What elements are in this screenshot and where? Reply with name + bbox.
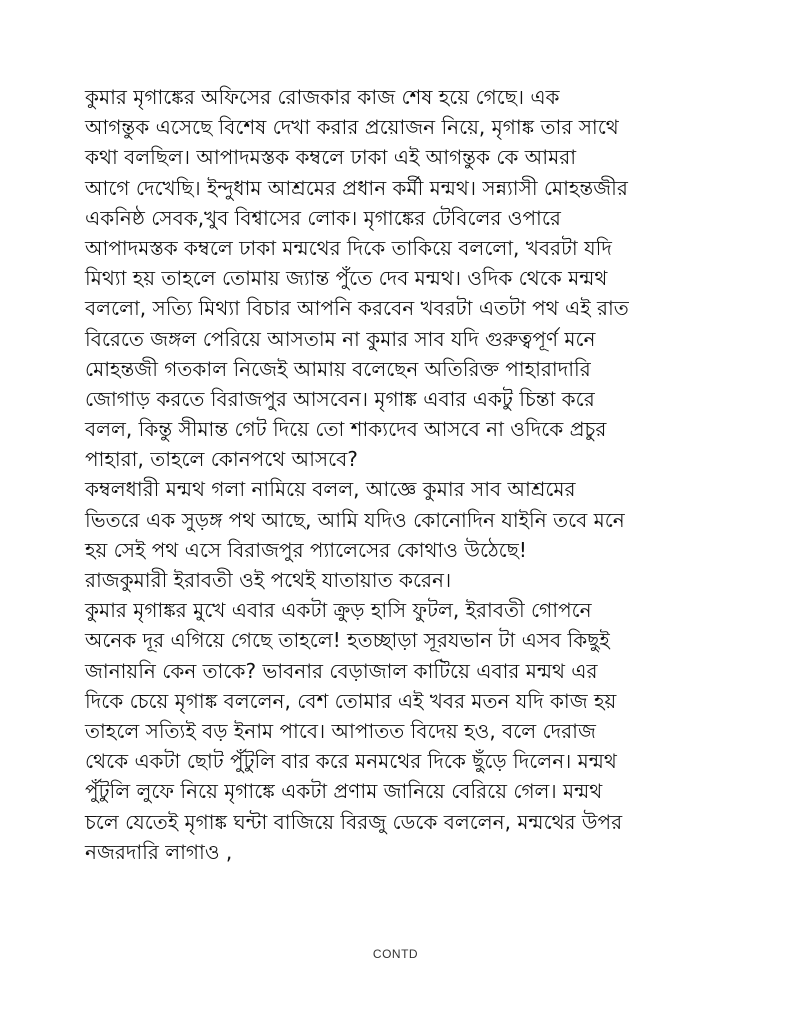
text-line: ভিতরে এক সুড়ঙ্গ পথ আছে, আমি যদিও কোনোদিন যাইনি তবে মনে <box>85 507 625 532</box>
text-line: আগে দেখেছি। ইন্দুধাম আশ্রমের প্রধান কর্মী মন্মথ। সন্ন্যাসী মোহন্তজীর <box>85 175 628 200</box>
text-line: কথা বলছিল। আপাদমস্তক কম্বলে ঢাকা এই আগন্তুক কে আমরা <box>85 145 577 170</box>
text-line: তাহলে সত্যিই বড় ইনাম পাবে। আপাতত বিদেয় হও, বলে দেরাজ <box>85 718 596 743</box>
text-line: আপাদমস্তক কম্বলে ঢাকা মন্মথের দিকে তাকিয়ে বললো, খবরটা যদি <box>85 235 612 260</box>
text-line: একনিষ্ঠ সেবক,খুব বিশ্বাসের লোক। মৃগাঙ্কের টেবিলের ওপারে <box>85 205 561 230</box>
body-text <box>85 82 705 867</box>
text-line: জোগাড় করতে বিরাজপুর আসবেন। মৃগাঙ্ক এবার একটু চিন্তা করে <box>85 386 595 411</box>
text-line: পাহারা, তাহলে কোনপথে আসবে? <box>85 447 358 472</box>
text-line: বলল, কিন্তু সীমান্ত গেট দিয়ে তো শাক্যদেব আসবে না ওদিকে প্রচুর <box>85 417 607 442</box>
text-line: জানায়নি কেন তাকে? ভাবনার বেড়াজাল কাটিয়ে এবার মন্মথ এর <box>85 658 598 683</box>
text-line: কম্বলধারী মন্মথ গলা নামিয়ে বলল, আজ্ঞে কুমার সাব আশ্রমের <box>85 477 576 502</box>
text-line: মোহন্তজী গতকাল নিজেই আমায় বলেছেন অতিরিক্ত পাহারাদারি <box>85 356 591 381</box>
text-line: কুমার মৃগাঙ্কর মুখে এবার একটা ক্রুড় হাসি ফুটল, ইরাবতী গোপনে <box>85 598 592 623</box>
text-line: নজরদারি লাগাও , <box>85 839 233 864</box>
text-line: চলে যেতেই মৃগাঙ্ক ঘন্টা বাজিয়ে বিরজু ডেকে বললেন, মন্মথের উপর <box>85 809 623 834</box>
text-line: রাজকুমারী ইরাবতী ওই পথেই যাতায়াত করেন। <box>85 568 452 592</box>
text-line: বিরেতে জঙ্গল পেরিয়ে আসতাম না কুমার সাব যদি গুরুত্বপূর্ণ মনে <box>85 326 596 351</box>
text-line: থেকে একটা ছোট পুঁটুলি বার করে মনমথের দিকে ছুঁড়ে দিলেন। মন্মথ <box>85 749 617 774</box>
text-line: হয় সেই পথ এসে বিরাজপুর প্যালেসের কোথাও উঠেছে! <box>85 537 527 562</box>
text-line: বললো, সত্যি মিথ্যা বিচার আপনি করবেন খবরটা এতটা পথ এই রাত <box>85 296 629 321</box>
text-line: আগন্তুক এসেছে বিশেষ দেখা করার প্রয়োজন নিয়ে, মৃগাঙ্ক তার সাথে <box>85 115 619 140</box>
page-footer-contd: CONTD <box>372 947 419 961</box>
text-line: কুমার মৃগাঙ্কের অফিসের রোজকার কাজ শেষ হয়ে গেছে। এক <box>85 85 560 109</box>
text-line: পুঁটুলি লুফে নিয়ে মৃগাঙ্কে একটা প্রণাম জানিয়ে বেরিয়ে গেল। মন্মথ <box>85 779 603 804</box>
text-line: দিকে চেয়ে মৃগাঙ্ক বললেন, বেশ তোমার এই খবর মতন যদি কাজ হয় <box>85 688 617 713</box>
text-line: মিথ্যা হয় তাহলে তোমায় জ্যান্ত পুঁতে দেব মন্মথ। ওদিক থেকে মন্মথ <box>85 266 608 291</box>
text-line: অনেক দূর এগিয়ে গেছে তাহলে! হতচ্ছাড়া সূরযভান টা এসব কিছুই <box>85 628 610 653</box>
